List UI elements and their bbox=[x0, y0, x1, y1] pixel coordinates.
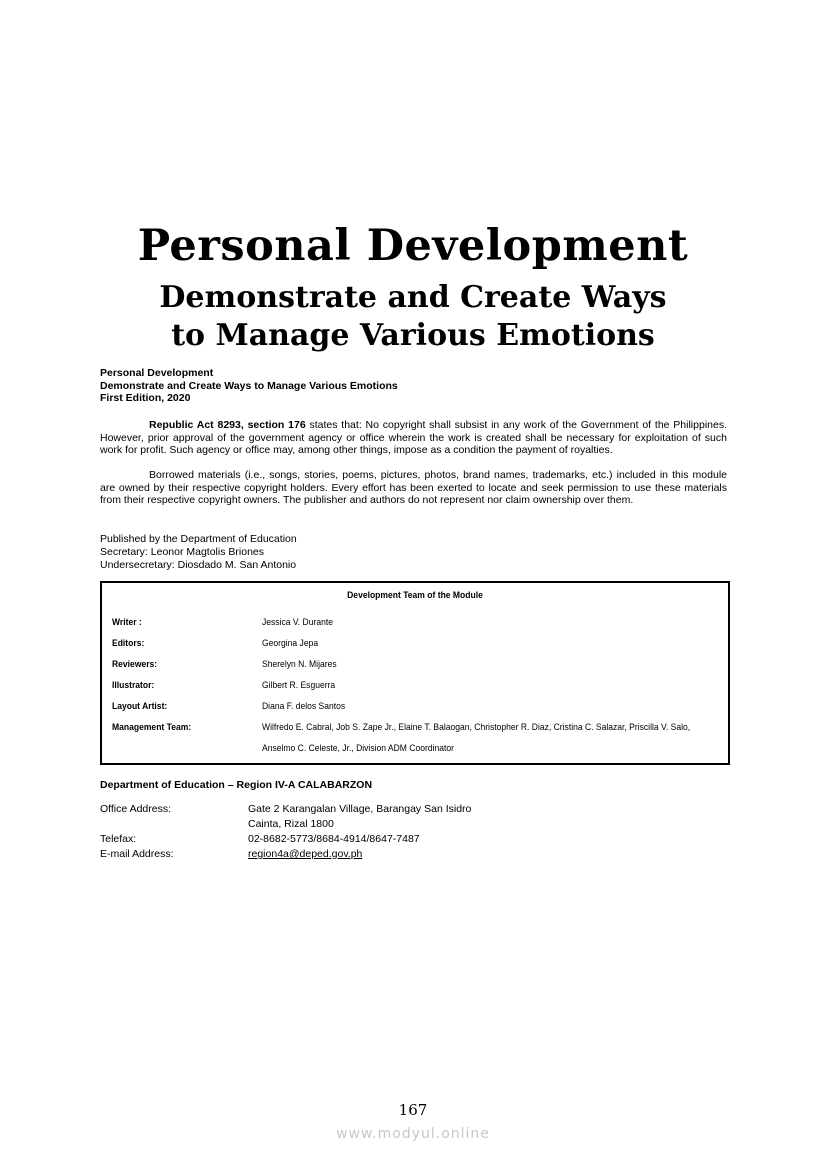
module-meta bbox=[100, 367, 398, 405]
copyright-paragraph bbox=[100, 419, 727, 457]
module-subtitle-line1: Demonstrate and Create Ways bbox=[159, 280, 667, 315]
team-role: Illustrator: bbox=[112, 680, 155, 691]
module-subtitle-line2: to Manage Various Emotions bbox=[171, 318, 655, 353]
team-names: Diana F. delos Santos bbox=[262, 701, 346, 712]
team-names: Wilfredo E. Cabral, Job S. Zape Jr., Elaine T. Balaogan, Christopher R. Diaz, Cristina C. Salazar, Priscilla V. Salo, bbox=[262, 722, 691, 733]
publisher-info bbox=[100, 533, 297, 571]
team-heading: Development Team of the Module bbox=[347, 590, 483, 601]
team-role: Layout Artist: bbox=[112, 701, 168, 712]
page-title: Personal Development bbox=[137, 221, 689, 271]
development-team-box bbox=[100, 581, 730, 765]
office-address-label: Office Address: bbox=[100, 803, 172, 815]
email-link[interactable]: region4a@deped.gov.ph bbox=[248, 848, 363, 860]
meta-edition: First Edition, 2020 bbox=[100, 392, 191, 404]
team-names: Gilbert R. Esguerra bbox=[262, 680, 336, 691]
team-names: Georgina Jepa bbox=[262, 638, 319, 649]
publisher-line: Published by the Department of Education bbox=[100, 533, 297, 545]
undersecretary-line: Undersecretary: Diosdado M. San Antonio bbox=[100, 558, 297, 571]
watermark: www.modyul.online bbox=[336, 1126, 490, 1142]
page-number: 167 bbox=[398, 1101, 428, 1119]
team-names: Anselmo C. Celeste, Jr., Division ADM Coordinator bbox=[262, 743, 454, 754]
team-role: Management Team: bbox=[112, 722, 192, 733]
team-role: Editors: bbox=[112, 638, 145, 649]
meta-module-title: Demonstrate and Create Ways to Manage Various Emotions bbox=[100, 379, 398, 392]
team-names: Sherelyn N. Mijares bbox=[262, 659, 337, 670]
borrowed-materials-paragraph: Borrowed materials (i.e., songs, stories, poems, pictures, photos, brand names, trademarks, etc.) included in this module are owned by their respective copyright holders. Every effort has been exerted to locate and seek permission to use these materials from their respective copyright owners. The publisher and authors do not represent nor claim ownership over them. bbox=[100, 469, 727, 506]
email-label: E-mail Address: bbox=[100, 848, 174, 860]
team-names: Jessica V. Durante bbox=[262, 617, 333, 628]
meta-subject: Personal Development bbox=[100, 367, 214, 379]
telefax-label: Telefax: bbox=[100, 833, 137, 845]
region-heading: Department of Education – Region IV-A CALABARZON bbox=[100, 779, 373, 791]
office-address-line1: Gate 2 Karangalan Village, Barangay San Isidro bbox=[248, 803, 472, 815]
copyright-text: states that: No copyright shall subsist in any work of the Government of the Philippines. However, prior approval of the government agency or office wherein the work is created shall be necessary for exploitation of such work for profit. Such agency or office may, among other things, impose as a condition the payment of royalties. bbox=[100, 419, 728, 456]
team-role: Reviewers: bbox=[112, 659, 158, 670]
telefax-value: 02-8682-5773/8684-4914/8647-7487 bbox=[248, 833, 420, 845]
team-role: Writer : bbox=[112, 617, 142, 628]
office-address-line2: Cainta, Rizal 1800 bbox=[248, 818, 334, 830]
secretary-line: Secretary: Leonor Magtolis Briones bbox=[100, 545, 264, 558]
copyright-law-reference: Republic Act 8293, section 176 bbox=[149, 419, 306, 431]
